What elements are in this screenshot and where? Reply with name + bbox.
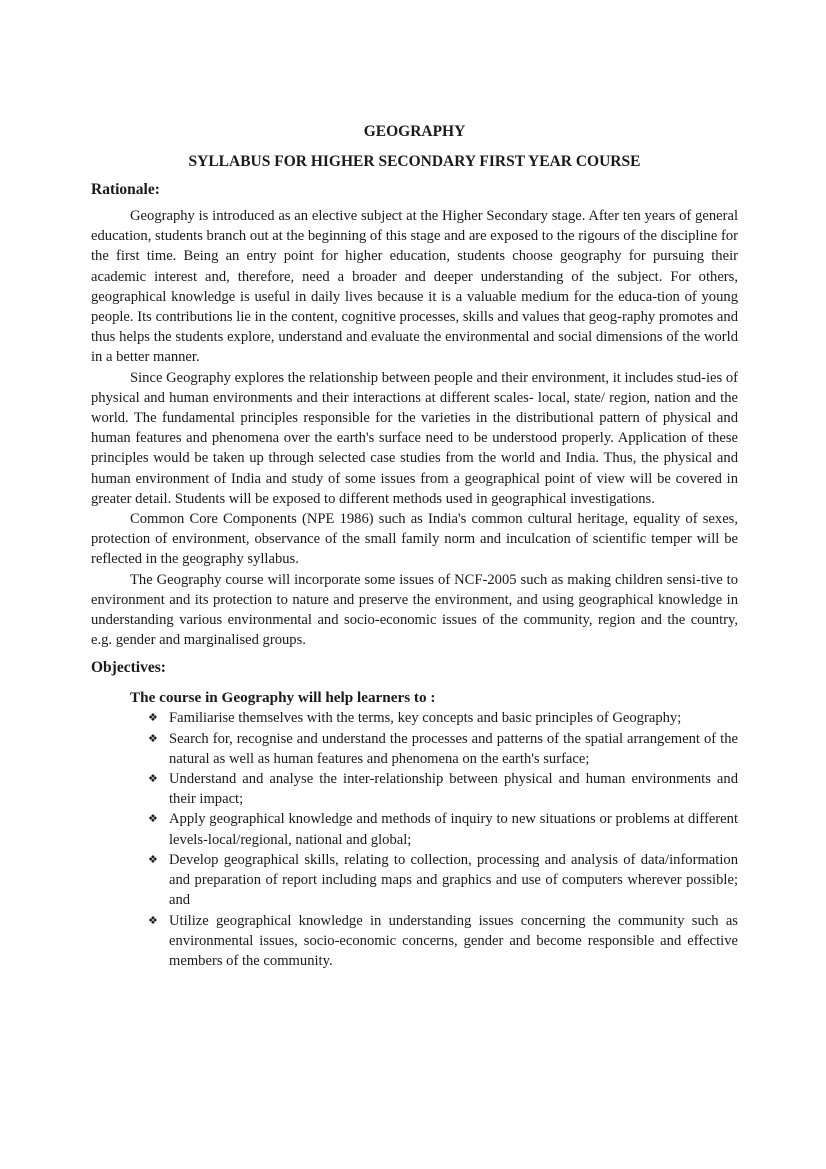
list-item-text: Develop geographical skills, relating to collection, processing and analysis of data/information and preparation of report including maps and graphics and use of computers wherever possible; and [169,851,738,909]
objectives-heading: Objectives: [91,659,166,677]
document-title: GEOGRAPHY [363,123,466,140]
diamond-bullet-icon: ❖ [148,711,158,725]
objectives-section [91,658,738,971]
diamond-bullet-icon: ❖ [148,731,158,745]
document-subtitle: SYLLABUS FOR HIGHER SECONDARY FIRST YEAR COURSE [188,153,641,170]
list-item-text: Apply geographical knowledge and methods of inquiry to new situations or problems at different levels-local/regional, national and global; [169,811,738,848]
diamond-bullet-icon: ❖ [148,812,158,826]
list-item-text: Utilize geographical knowledge in understanding issues concerning the community such as environmental issues, socio-economic concerns, gender and become responsible and effective members of the community. [169,912,738,969]
rationale-heading: Rationale: [91,181,160,198]
document-page [91,122,738,971]
list-item [148,708,738,728]
list-item [148,911,738,972]
diamond-bullet-icon: ❖ [148,852,158,866]
objectives-lead: The course in Geography will help learners to : [130,689,436,707]
objectives-list [91,708,738,971]
diamond-bullet-icon: ❖ [148,772,158,786]
list-item [148,729,738,769]
rationale-paragraph: The Geography course will incorporate some issues of NCF-2005 such as making children sensi-tive to environment and its protection to nature and preserve the environment, and using geographical knowledge in understanding various environmental and socio-economic issues of the community, region and the country, e.g. gender and marginalised groups. [91,571,738,649]
rationale-paragraph: Common Core Components (NPE 1986) such as India's common cultural heritage, equality of sexes, protection of environment, observance of the small family norm and inculcation of scientific temper will be reflected in the geography syllabus. [91,511,738,568]
list-item-text: Understand and analyse the inter-relationship between physical and human environments and their impact; [169,771,738,808]
list-item [148,769,738,809]
list-item [148,850,738,911]
diamond-bullet-icon: ❖ [148,913,158,927]
rationale-section [91,180,738,650]
list-item [148,809,738,849]
list-item-text: Familiarise themselves with the terms, key concepts and basic principles of Geography; [169,710,682,727]
rationale-paragraph: Geography is introduced as an elective subject at the Higher Secondary stage. After ten years of general education, students branch out at the beginning of this stage and are exposed to the rigours of the discipline for the first time. Being an entry point for higher education, students choose geography for pursuing their academic interest and, therefore, need a broader and deeper understanding of the subject. For others, geographical knowledge is useful in daily lives because it is a valuable medium for the educa-tion of young people. Its contributions lie in the content, cognitive processes, skills and values that geog-raphy promotes and thus helps the students explore, understand and evaluate the environmental and social dimensions of the world in a better manner. [91,208,738,366]
list-item-text: Search for, recognise and understand the processes and patterns of the spatial arrangement of the natural as well as human features and phenomena on the earth's surface; [169,730,738,767]
rationale-paragraph: Since Geography explores the relationship between people and their environment, it includes stud-ies of physical and human environments and their interactions at different scales- local, state/ region, nation and the world. The fundamental principles responsible for the varieties in the distributional pattern of physical and human features and phenomena over the earth's surface need to be understood properly. Application of these principles would be taken up through selected case studies from the world and India. Thus, the physical and human environment of India and study of some issues from a geographical point of view will be covered in greater detail. Students will be exposed to different methods used in geographical investigations. [91,369,738,507]
